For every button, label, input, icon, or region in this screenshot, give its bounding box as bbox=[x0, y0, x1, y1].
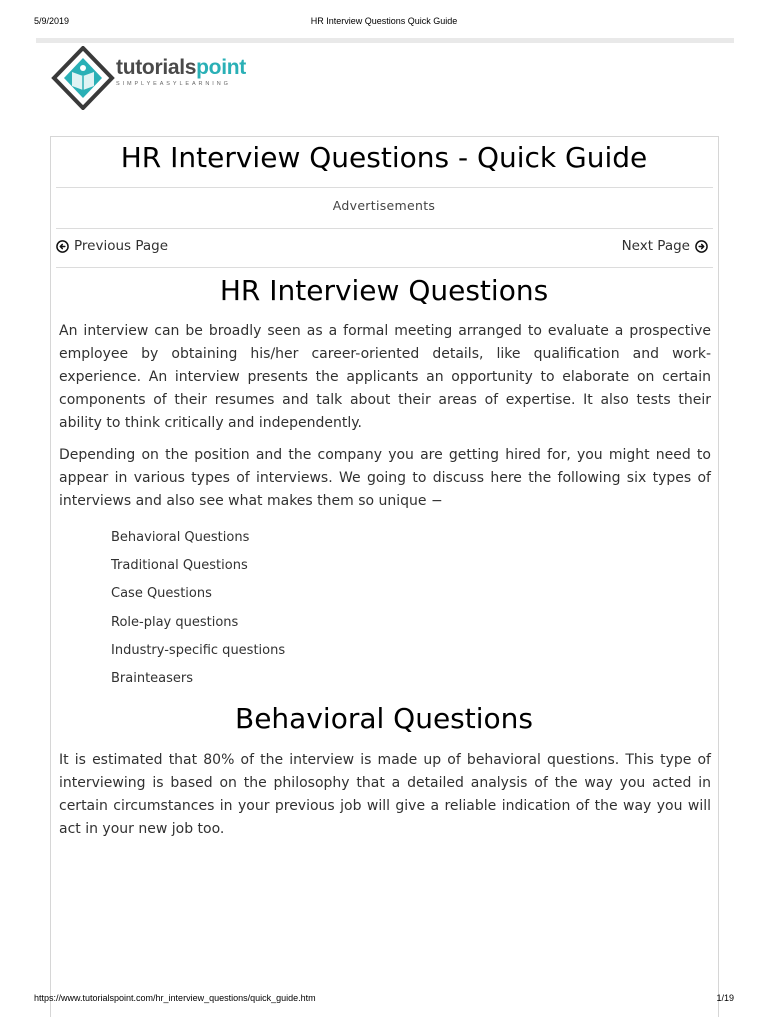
paragraph: It is estimated that 80% of the interview is made up of behavioral questions. This type of interviewing is based on the philosophy that a detailed analysis of the way you acted in certain circumstances in your previous job will give a reliable indication of the way you will act in your new job too. bbox=[59, 752, 711, 837]
section-heading: Behavioral Questions bbox=[235, 702, 533, 735]
list-item: Industry-specific questions bbox=[111, 642, 286, 658]
list-item: Role-play questions bbox=[111, 614, 239, 630]
site-logo[interactable] bbox=[50, 46, 280, 110]
logo-word-part2: point bbox=[196, 56, 246, 79]
next-page-link[interactable] bbox=[622, 238, 708, 254]
paragraph: Depending on the position and the company you are getting hired for, you might need to appear in various types of interviews. We going to discuss here the following six types of interviews and also see what makes them so unique − bbox=[59, 447, 711, 509]
circle-arrow-left-icon bbox=[56, 240, 69, 253]
divider bbox=[56, 187, 713, 188]
page-count: 1/19 bbox=[716, 993, 734, 1003]
tutorialspoint-logo-icon bbox=[50, 46, 116, 110]
list-item: Behavioral Questions bbox=[111, 530, 250, 545]
divider bbox=[56, 267, 713, 268]
interview-types-list bbox=[111, 530, 285, 699]
list-item: Brainteasers bbox=[111, 670, 194, 686]
top-shade-bar bbox=[36, 38, 734, 43]
list-item: Case Questions bbox=[111, 586, 212, 602]
section-heading: HR Interview Questions bbox=[219, 274, 549, 307]
logo-wordmark bbox=[116, 56, 246, 80]
page-url: https://www.tutorialspoint.com/hr_interview_questions/quick_guide.htm bbox=[34, 993, 316, 1003]
previous-page-label: Previous Page bbox=[74, 238, 169, 254]
paragraph: An interview can be broadly seen as a formal meeting arranged to evaluate a prospective employee by obtaining his/her career-oriented details, like qualification and work-experience. An interview presents the applicants an opportunity to elaborate on certain components of their resumes and talk about their areas of expertise. It also tests their ability to think critically and independently. bbox=[59, 323, 711, 431]
next-page-label: Next Page bbox=[621, 238, 690, 254]
logo-word-part1: tutorials bbox=[116, 56, 197, 79]
previous-page-link[interactable] bbox=[56, 238, 168, 254]
page-title: HR Interview Questions - Quick Guide bbox=[120, 141, 648, 174]
list-item: Traditional Questions bbox=[111, 558, 248, 574]
circle-arrow-right-icon bbox=[695, 240, 708, 253]
print-header bbox=[34, 16, 734, 30]
logo-tagline: SIMPLYEASYLEARNING bbox=[116, 81, 231, 87]
print-date: 5/9/2019 bbox=[34, 16, 70, 26]
print-doc-title: HR Interview Questions Quick Guide bbox=[310, 16, 458, 26]
advertisements-label: Advertisements bbox=[332, 198, 436, 213]
divider bbox=[56, 228, 713, 229]
